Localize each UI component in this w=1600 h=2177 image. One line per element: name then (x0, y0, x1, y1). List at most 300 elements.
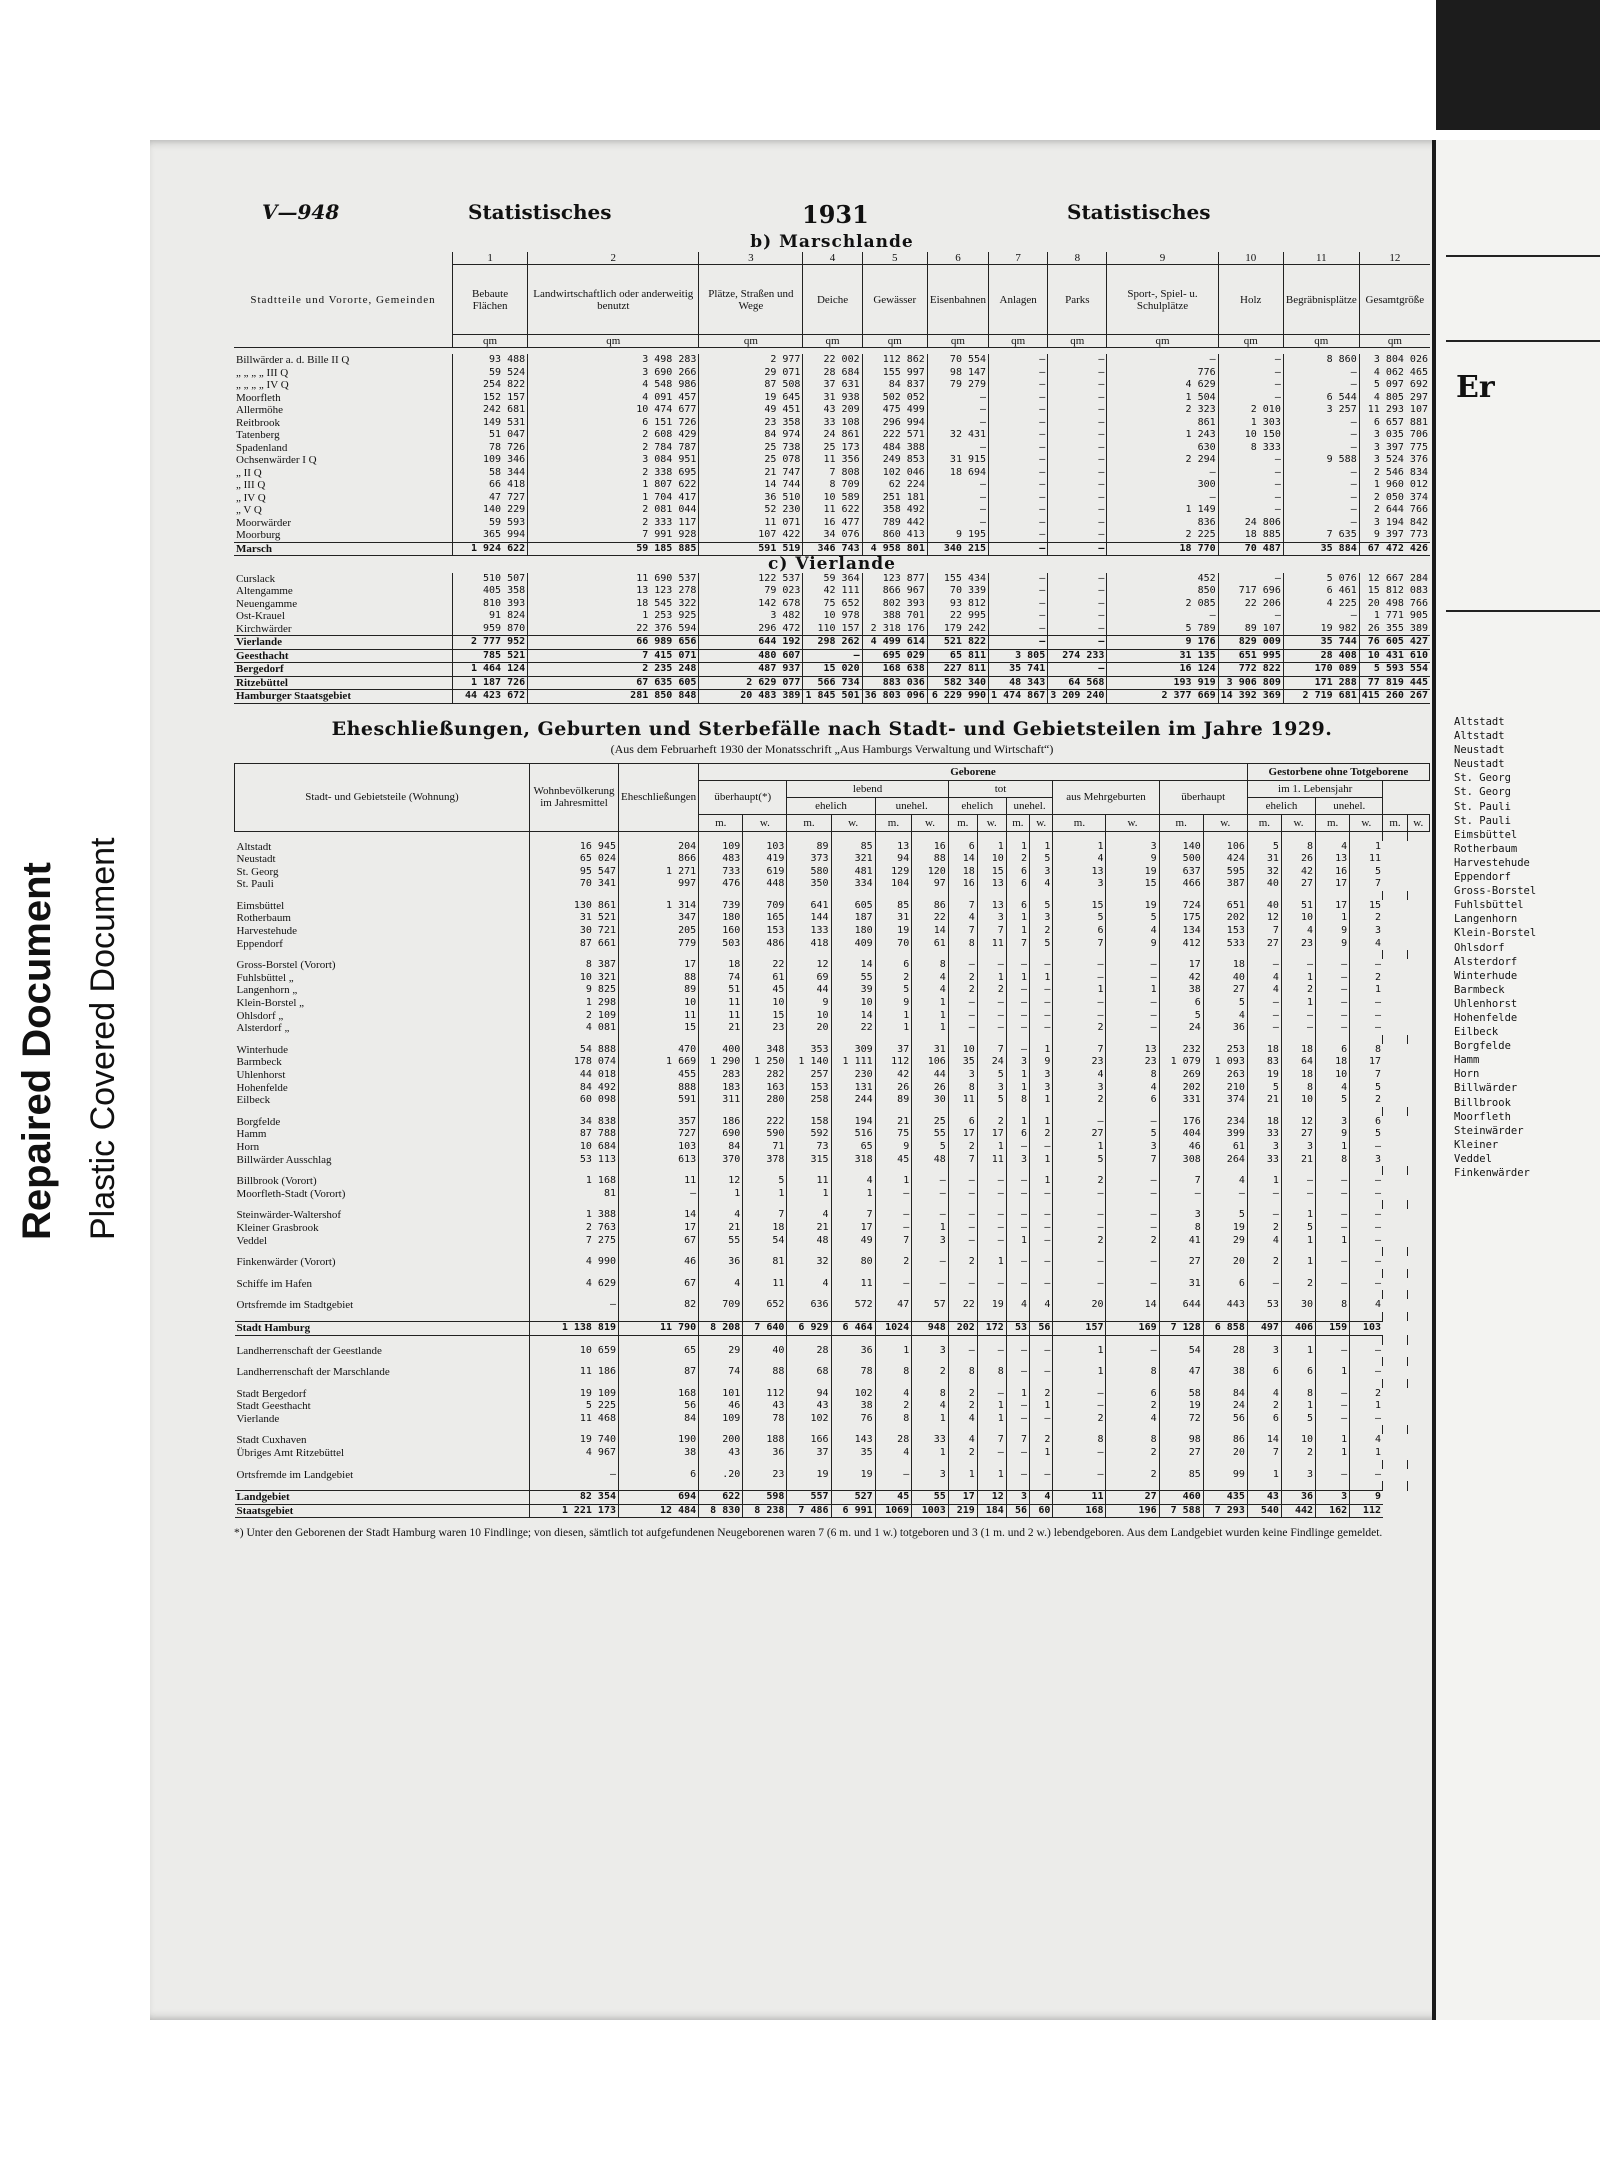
table-cell: — (1350, 1278, 1383, 1291)
row-gap-cell (912, 1107, 949, 1116)
table-cell: 54 (743, 1235, 787, 1248)
row-gap-cell (1159, 1035, 1203, 1044)
table-cell: 76 (831, 1413, 875, 1426)
table-cell: 71 (743, 1141, 787, 1154)
population-subtitle: (Aus dem Februarheft 1930 der Monatsschrift „Aus Hamburgs Verwaltung und Wirtschaft“) (610, 741, 1054, 756)
table-cell: 27 (1203, 984, 1247, 997)
row-gap-cell (235, 1460, 530, 1469)
table-cell: 2 (1030, 1388, 1053, 1401)
row-gap-cell (1383, 1200, 1407, 1209)
table-cell: — (1048, 442, 1107, 455)
table-cell: — (989, 454, 1048, 467)
table-cell: 21 (1247, 1094, 1281, 1107)
row-gap-cell (1407, 1166, 1429, 1175)
land-col-label: Gewässer (862, 265, 927, 335)
table-cell: 61 (912, 938, 949, 951)
row-label: Marsch (234, 542, 453, 556)
table-cell: 2 (948, 984, 977, 997)
row-gap-cell (1383, 1357, 1407, 1366)
row-label: Stadt Cuxhaven (236, 1434, 307, 1447)
table-cell: 8 (1350, 1044, 1383, 1057)
row-gap-cell (1316, 1425, 1350, 1434)
pop-multi-header: aus Mehrgeburten (1066, 791, 1146, 803)
table-cell: 134 (1159, 925, 1203, 938)
table-cell: 1 271 (619, 866, 699, 879)
land-col-unit: qm (699, 335, 803, 348)
table-cell: 31 (912, 1044, 949, 1057)
table-cell: 29 071 (699, 367, 803, 380)
row-gap-cell (1247, 1357, 1281, 1366)
row-label: „ II Q (236, 466, 262, 479)
table-cell: — (1350, 997, 1383, 1010)
adjacent-list-item: Neustadt (1454, 744, 1505, 757)
table-row (235, 1278, 1430, 1291)
table-row (235, 1154, 1430, 1167)
row-gap-cell (743, 1335, 787, 1345)
row-gap-cell (1350, 891, 1383, 900)
table-cell: 10 (1281, 912, 1315, 925)
table-cell: — (1283, 367, 1359, 380)
table-cell: — (1006, 1222, 1029, 1235)
row-gap-cell (1159, 1200, 1203, 1209)
row-gap-cell (1106, 891, 1159, 900)
row-gap-cell (1203, 1290, 1247, 1299)
table-cell: 70 339 (927, 585, 988, 598)
row-gap-cell (948, 891, 977, 900)
table-cell: 18 (948, 866, 977, 879)
row-gap-cell (1407, 1379, 1429, 1388)
table-cell: 44 (912, 1069, 949, 1082)
table-cell: 23 (1281, 938, 1315, 951)
table-cell: 11 (1053, 1491, 1106, 1505)
land-col-label: Landwirtschaftlich oder anderweitig benutzt (528, 265, 699, 335)
table-cell: 109 (699, 1413, 743, 1426)
table-cell: 318 (831, 1154, 875, 1167)
document-stamp (15, 837, 126, 1240)
table-cell: 10 (831, 997, 875, 1010)
table-cell: 88 (743, 1366, 787, 1379)
row-gap-cell (619, 831, 699, 841)
table-cell: 21 747 (699, 467, 803, 480)
row-gap-cell (1281, 1269, 1315, 1278)
row-gap (235, 950, 1430, 959)
table-cell: 51 (1281, 900, 1315, 913)
row-gap-cell (530, 1035, 619, 1044)
table-cell: 53 113 (530, 1154, 619, 1167)
table-cell: — (1106, 1222, 1159, 1235)
table-cell: 580 (787, 866, 831, 879)
table-cell: 4 062 465 (1359, 367, 1430, 380)
table-cell: 637 (1159, 866, 1203, 879)
divider (1446, 340, 1600, 342)
table-row (234, 429, 1430, 442)
table-cell: 1 (875, 1345, 912, 1358)
table-cell: 18 545 322 (528, 598, 699, 611)
adjacent-list-item: Ohlsdorf (1454, 941, 1505, 954)
table-cell: 1 (1316, 912, 1350, 925)
table-cell: 3 (1006, 1491, 1029, 1505)
table-cell: 1 (1006, 841, 1029, 854)
table-cell: 16 945 (530, 841, 619, 854)
pop-living-header: lebend (852, 782, 883, 795)
table-cell: 18 (699, 959, 743, 972)
table-cell: 9 176 (1107, 636, 1218, 650)
table-cell: — (1030, 1256, 1053, 1269)
table-cell: 3 (1159, 1209, 1203, 1222)
row-gap-cell (699, 1166, 743, 1175)
table-cell: — (1030, 1469, 1053, 1482)
table-cell: 34 076 (803, 529, 862, 542)
table-cell: 17 (1316, 878, 1350, 891)
table-cell: — (1030, 1022, 1053, 1035)
row-gap-cell (1159, 950, 1203, 959)
table-cell: 11 (743, 1278, 787, 1291)
row-gap-cell (912, 1269, 949, 1278)
table-cell: 202 (948, 1321, 977, 1335)
sex-header: m. (875, 814, 912, 831)
row-label: Landherrenschaft der Marschlande (236, 1366, 390, 1379)
table-row (235, 1469, 1430, 1482)
table-cell: 19 (875, 925, 912, 938)
row-gap-cell (1316, 1379, 1350, 1388)
table-row (234, 649, 1430, 663)
table-cell: 613 (619, 1154, 699, 1167)
table-cell: 222 (743, 1116, 787, 1129)
table-cell: 1024 (875, 1321, 912, 1335)
pop-name-header: Stadt- und Gebietsteile (Wohnung) (305, 791, 459, 803)
table-cell: 483 (699, 853, 743, 866)
table-cell: 557 (787, 1491, 831, 1505)
table-cell: 155 434 (927, 573, 988, 586)
table-cell: 3 194 842 (1359, 517, 1430, 530)
row-gap-cell (235, 1425, 530, 1434)
table-cell: 61 (743, 972, 787, 985)
table-cell: 8 (1006, 1094, 1029, 1107)
table-cell: 16 477 (803, 517, 862, 530)
table-row (235, 1491, 1430, 1505)
table-cell: 861 (1107, 417, 1218, 430)
table-cell: — (1203, 1188, 1247, 1201)
row-gap-cell (1383, 1290, 1407, 1299)
section-c-title: c) Vierlande (768, 554, 896, 574)
table-cell: 27 (1281, 1128, 1315, 1141)
table-cell: 8 (875, 1413, 912, 1426)
table-cell: 9 (1316, 938, 1350, 951)
population-section (234, 718, 1430, 1541)
table-cell: 2 (948, 1141, 977, 1154)
table-cell: 9 588 (1283, 454, 1359, 467)
pop-born-total-header: überhaupt(*) (714, 791, 772, 803)
land-col-label: Bebaute Flächen (453, 265, 528, 335)
table-cell: — (1053, 1469, 1106, 1482)
table-cell: 1 960 012 (1359, 479, 1430, 492)
row-gap-cell (1247, 1247, 1281, 1256)
table-cell: 582 340 (927, 676, 988, 690)
row-gap-cell (831, 1200, 875, 1209)
row-gap-cell (948, 1481, 977, 1491)
row-label: Allermöhe (236, 404, 284, 416)
row-gap-cell (1316, 1460, 1350, 1469)
table-cell: 13 (977, 878, 1006, 891)
table-cell: 3 482 (699, 610, 803, 623)
row-gap-cell (1281, 1035, 1315, 1044)
table-cell: 6 (1006, 866, 1029, 879)
table-row (235, 878, 1430, 891)
table-row (235, 1345, 1430, 1358)
table-cell: 7 128 (1159, 1321, 1203, 1335)
table-cell: 1 (875, 1175, 912, 1188)
table-cell: 24 (1159, 1022, 1203, 1035)
population-title: Eheschließungen, Geburten und Sterbefälle nach Stadt- und Gebietsteilen im Jahre 1929. (331, 717, 1333, 740)
table-cell: 9 825 (530, 984, 619, 997)
table-cell: 1 388 (530, 1209, 619, 1222)
row-gap-cell (1383, 950, 1407, 959)
table-cell: 80 (831, 1256, 875, 1269)
table-row (235, 972, 1430, 985)
row-gap-cell (875, 1481, 912, 1491)
adjacent-list-item: St. Georg (1454, 786, 1511, 799)
row-gap-cell (699, 1200, 743, 1209)
row-gap-cell (1281, 950, 1315, 959)
table-cell: 1 474 867 (989, 690, 1048, 704)
table-cell: 140 (1159, 841, 1203, 854)
table-cell: 3 (912, 1469, 949, 1482)
table-cell: 690 (699, 1128, 743, 1141)
table-cell: 435 (1203, 1491, 1247, 1505)
table-cell: 709 (699, 1299, 743, 1312)
adjacent-list-item: Altstadt (1454, 716, 1505, 728)
table-cell: 1 (977, 841, 1006, 854)
table-cell: — (1106, 1022, 1159, 1035)
table-cell: 5 (743, 1175, 787, 1188)
row-gap-cell (1350, 1312, 1383, 1322)
table-cell: 282 (743, 1069, 787, 1082)
land-col-unit: qm (528, 335, 699, 348)
row-gap-cell (1383, 1460, 1407, 1469)
stamp-plastic: Plastic Covered Document (84, 837, 122, 1240)
table-cell: — (1006, 1044, 1029, 1057)
table-cell: 10 684 (530, 1141, 619, 1154)
row-label: Billwärder a. d. Bille II Q (236, 354, 350, 366)
row-gap-cell (977, 891, 1006, 900)
table-cell: 153 (743, 925, 787, 938)
row-label: Fuhlsbüttel „ (236, 971, 294, 984)
table-cell: 8 (1053, 1434, 1106, 1447)
land-col-unit: qm (1107, 335, 1218, 348)
table-cell: 419 (743, 853, 787, 866)
table-cell: 1 253 925 (528, 610, 699, 623)
table-cell: 2 546 834 (1359, 467, 1430, 480)
table-cell: — (1283, 479, 1359, 492)
table-cell: 1 (1006, 912, 1029, 925)
table-cell: 636 (787, 1299, 831, 1312)
table-cell: 7 415 071 (528, 649, 699, 663)
table-cell: 89 (619, 984, 699, 997)
page-header (234, 200, 1430, 232)
table-cell: 36 (1203, 1022, 1247, 1035)
table-cell: — (1006, 997, 1029, 1010)
row-gap-cell (235, 1379, 530, 1388)
row-gap-cell (619, 1425, 699, 1434)
table-cell: 1 (1053, 1141, 1106, 1154)
table-cell: 22 (912, 912, 949, 925)
table-cell: 1 250 (743, 1056, 787, 1069)
table-cell: 12 (699, 1175, 743, 1188)
table-cell: — (1048, 542, 1107, 556)
table-cell: — (1247, 997, 1281, 1010)
table-cell: 25 078 (699, 454, 803, 467)
table-cell: 86 (912, 900, 949, 913)
table-cell: 84 (1203, 1388, 1247, 1401)
row-gap-cell (1316, 1269, 1350, 1278)
table-cell: 10 (743, 997, 787, 1010)
row-gap-cell (235, 1481, 530, 1491)
table-cell: 19 109 (530, 1388, 619, 1401)
row-gap-cell (1383, 831, 1407, 841)
row-gap-cell (1316, 1107, 1350, 1116)
row-gap-cell (1407, 1481, 1429, 1491)
row-gap-cell (1383, 1335, 1407, 1345)
land-use-table (234, 252, 1430, 704)
table-cell: 2 (948, 1400, 977, 1413)
table-cell: 183 (699, 1082, 743, 1095)
table-cell: 4 (1006, 1299, 1029, 1312)
row-gap-cell (1407, 1425, 1429, 1434)
table-cell: 88 (619, 972, 699, 985)
table-cell: 27 (1159, 1447, 1203, 1460)
table-cell: — (948, 1175, 977, 1188)
table-cell: — (977, 959, 1006, 972)
table-cell: — (948, 1235, 977, 1248)
row-label: Stadt Geesthacht (236, 1400, 311, 1413)
table-cell: 6 (875, 959, 912, 972)
table-cell: 193 919 (1107, 676, 1218, 690)
table-cell: 4 (1053, 853, 1106, 866)
table-cell: 8 (1281, 1082, 1315, 1095)
table-cell: 140 229 (453, 504, 528, 517)
table-cell: 1 111 (831, 1056, 875, 1069)
table-cell: 70 554 (927, 354, 988, 367)
row-gap-cell (1030, 1035, 1053, 1044)
row-label: Neuengamme (236, 597, 298, 610)
table-row (234, 690, 1430, 704)
row-gap-cell (1383, 1379, 1407, 1388)
table-cell: — (989, 517, 1048, 530)
table-cell: 7 (948, 1154, 977, 1167)
table-cell: 19 (1203, 1222, 1247, 1235)
table-cell: 45 (875, 1491, 912, 1505)
table-cell: 4 081 (530, 1022, 619, 1035)
table-cell: 66 418 (453, 479, 528, 492)
table-cell: 84 (619, 1413, 699, 1426)
row-gap-cell (1006, 1035, 1029, 1044)
table-cell: 6 (1106, 1094, 1159, 1107)
table-cell: 1 (875, 1010, 912, 1023)
table-cell: 1 669 (619, 1056, 699, 1069)
table-cell: 21 (1281, 1154, 1315, 1167)
row-gap-cell (875, 1107, 912, 1116)
table-cell: 2 338 695 (528, 467, 699, 480)
row-label: Veddel (236, 1234, 268, 1247)
table-cell: 10 431 610 (1359, 649, 1430, 663)
table-cell: — (1006, 984, 1029, 997)
table-cell: 3 (1030, 1069, 1053, 1082)
row-gap-cell (912, 1335, 949, 1345)
table-row (235, 1116, 1430, 1129)
table-cell: 2 318 176 (862, 623, 927, 636)
table-cell: 40 (1247, 878, 1281, 891)
row-gap-cell (1106, 1200, 1159, 1209)
table-cell: 776 (1107, 367, 1218, 380)
table-cell: 47 727 (453, 492, 528, 505)
table-cell: 188 (743, 1434, 787, 1447)
row-gap-cell (1106, 1166, 1159, 1175)
table-cell: 5 (1281, 1222, 1315, 1235)
row-gap-cell (875, 831, 912, 841)
row-gap-cell (1247, 1379, 1281, 1388)
row-label: Harvestehude (236, 925, 297, 938)
table-cell: — (1107, 610, 1218, 623)
table-cell: 178 074 (530, 1056, 619, 1069)
table-cell: — (1350, 1366, 1383, 1379)
table-cell: 3 (977, 1082, 1006, 1095)
table-cell: 4 (1106, 1413, 1159, 1426)
row-gap-cell (831, 1107, 875, 1116)
table-cell: 540 (1247, 1504, 1281, 1518)
table-cell: 5 (1030, 938, 1053, 951)
table-cell: — (948, 1209, 977, 1222)
table-cell: 17 (831, 1222, 875, 1235)
table-cell: 591 (619, 1094, 699, 1107)
table-cell: — (948, 1278, 977, 1291)
table-cell: 9 397 773 (1359, 529, 1430, 542)
table-cell: 6 (1203, 1278, 1247, 1291)
table-cell: 5 (1053, 1154, 1106, 1167)
table-cell: 14 392 369 (1218, 690, 1283, 704)
row-gap-cell (1203, 1166, 1247, 1175)
table-cell: 443 (1203, 1299, 1247, 1312)
table-cell: 8 (875, 1366, 912, 1379)
table-cell: 521 822 (927, 636, 988, 650)
row-gap-cell (1159, 1247, 1203, 1256)
table-cell: 155 997 (862, 367, 927, 380)
table-cell: 4 (699, 1278, 743, 1291)
row-gap-cell (1203, 891, 1247, 900)
table-cell: 31 (875, 912, 912, 925)
table-cell: 7 588 (1159, 1504, 1203, 1518)
row-gap-cell (1316, 1357, 1350, 1366)
land-col-unit: qm (1218, 335, 1283, 348)
table-cell: — (1281, 1175, 1315, 1188)
table-row (235, 1010, 1430, 1023)
row-gap-cell (1159, 1460, 1203, 1469)
table-cell: 1 079 (1159, 1056, 1203, 1069)
table-cell: 7 640 (743, 1321, 787, 1335)
adjacent-list-item: Veddel (1454, 1152, 1492, 1165)
table-cell: — (1006, 1447, 1029, 1460)
row-label: Rotherbaum (236, 912, 291, 925)
row-gap-cell (1030, 1312, 1053, 1322)
row-label: „ V Q (236, 504, 262, 516)
table-cell: 1 (787, 1188, 831, 1201)
table-cell: 1 (1030, 1175, 1053, 1188)
table-cell: 13 (1106, 1044, 1159, 1057)
row-gap-cell (743, 1357, 787, 1366)
table-cell: 8 387 (530, 959, 619, 972)
table-cell: 298 262 (803, 636, 862, 650)
table-cell: 14 744 (699, 479, 803, 492)
row-gap-cell (1159, 1290, 1203, 1299)
